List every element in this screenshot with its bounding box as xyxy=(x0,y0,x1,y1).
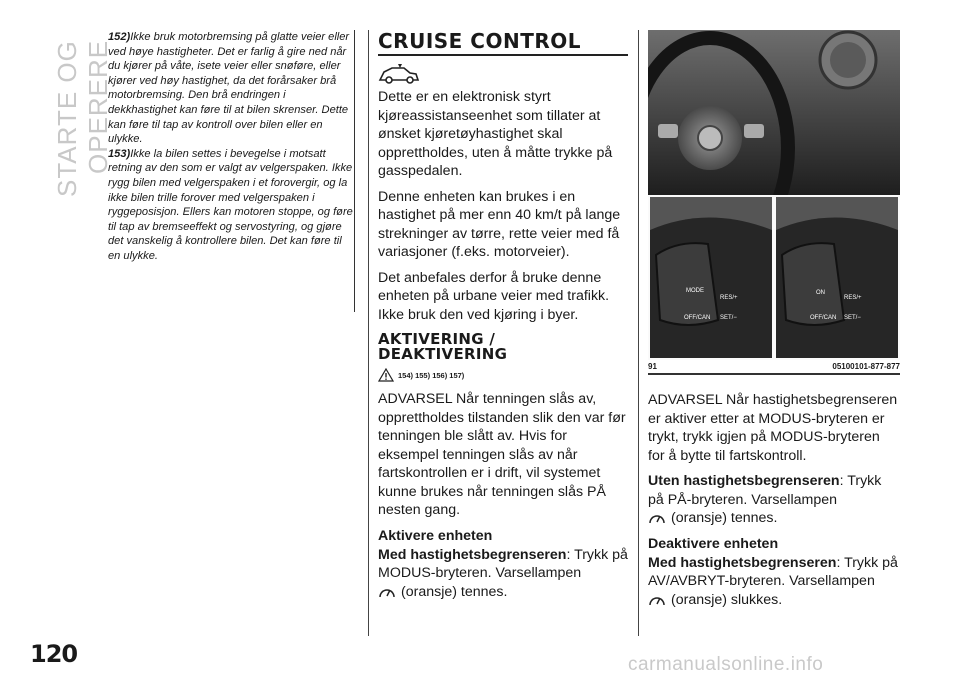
title-rule xyxy=(378,54,628,56)
wheel-button-set: SET/− xyxy=(720,315,737,321)
figure-column xyxy=(648,30,900,640)
speedometer-lamp-icon xyxy=(648,511,666,525)
activate-mode-label: Med hastighetsbegrenseren xyxy=(378,546,567,563)
speedometer-lamp-icon xyxy=(648,593,666,607)
side-section-title: STARTE OG OPERERE xyxy=(52,40,113,197)
activate-paragraph xyxy=(378,546,628,583)
cruise-control-column xyxy=(378,30,628,640)
lamp-status-text: (oransje) tennes. xyxy=(401,583,508,600)
intro-paragraph: Dette er en elektronisk styrt kjøreassistanseenhet som tillater at ønsket kjøretøyhastighet skal opprettholdes, uten å måtte trykke på gasspedalen. xyxy=(378,89,613,179)
wheel-button-res-right: RES/+ xyxy=(844,295,862,301)
lamp-line xyxy=(378,583,628,602)
figure-code: 05100101-877-877 xyxy=(832,362,900,371)
without-limiter-paragraph xyxy=(648,472,900,509)
wheel-button-offcan: OFF/CAN xyxy=(684,315,711,321)
watermark: carmanualsonline.info xyxy=(628,654,824,675)
wheel-button-set-right: SET/− xyxy=(844,315,861,321)
warning-references xyxy=(378,368,628,382)
section-title: CRUISE CONTROL xyxy=(378,29,581,53)
note-153-text: Ikke la bilen settes i bevegelse i motsatt retning av den som er valgt av velgerspaken. Ikke rygg bilen med velgerspaken i et forovergir, og la ikke bilen trille forover med velgerspaken i ryggeposisjon. Ellers kan motoren stoppe, og føre til tap av bremseeffekt og servostyring, og gjøre det vanskelig å kontrollere bilen. Det kan føre til en ulykke. xyxy=(108,147,353,262)
warning-ref-numbers: 154) 155) 156) 157) xyxy=(398,370,465,380)
deactivate-instruction: : Trykk på AV/AVBRYT-bryteren. Varsellampen xyxy=(648,554,898,589)
lamp-status-text: (oransje) tennes. xyxy=(671,510,778,526)
ignition-warning-paragraph: ADVARSEL Når tenningen slås av, opprettholdes tilstanden slik den var før tenningen ble slått av. Hvis for eksempel tenningen slås av når fartskontrollen er i drift, vil systemet kunne brukes når tenningen slås PÅ nesten gang. xyxy=(378,391,626,518)
lamp-status-text: (oransje) slukkes. xyxy=(671,591,783,608)
without-limiter-instruction: : Trykk på PÅ-bryteren. Varsellampen xyxy=(648,473,882,508)
wheel-button-on: ON xyxy=(816,290,825,296)
mode-switch-warning-paragraph: ADVARSEL Når hastighetsbegrenseren er aktiver etter at MODUS-bryteren er trykt, trykk igjen på MODUS-bryteren for å bytte til fartskontroll. xyxy=(648,392,898,464)
usage-paragraph: Denne enheten kan brukes i en hastighet på mer enn 40 km/t på lange strekninger av tørre, rette veier med få variasjoner (f.eks. motorveier). xyxy=(378,188,621,260)
warning-triangle-icon xyxy=(378,368,394,382)
figure-caption xyxy=(648,362,900,375)
figure-number: 91 xyxy=(648,362,657,371)
column-divider xyxy=(368,30,369,636)
note-152-ref: 152) xyxy=(108,31,131,43)
steering-wheel-photo xyxy=(648,30,900,360)
steering-wheel-illustration xyxy=(648,30,900,360)
subsection-title: AKTIVERING / DEAKTIVERING xyxy=(378,330,508,363)
note-153-ref: 153) xyxy=(108,147,131,160)
deactivate-heading: Deaktivere enheten xyxy=(648,535,779,552)
note-153 xyxy=(108,147,354,264)
lamp-line xyxy=(648,509,900,528)
note-152 xyxy=(108,30,354,147)
page-number: 120 xyxy=(30,640,78,668)
warning-notes-column xyxy=(108,30,355,312)
speedometer-lamp-icon xyxy=(378,585,396,599)
recommendation-paragraph: Det anbefales derfor å bruke denne enheten på urbane veier med trafikk. Ikke bruk den ved kjøring i byer. xyxy=(378,269,610,323)
lamp-line xyxy=(648,591,900,610)
wheel-button-mode: MODE xyxy=(686,288,704,294)
without-limiter-label: Uten hastighetsbegrenseren xyxy=(648,473,840,489)
note-152-text: Ikke bruk motorbremsing på glatte veier eller ved høye hastigheter. Det er farlig å gire ned når du kjører på våte, isete veier eller snøføre, eller kjører ved høy hastighet, da det forårsaker brå motorbremsing. Den brå endringen i dekkhastighet kan føre til at bilen skrenser. Dette kan føre til tap av kontroll over bilen eller en ulykke. xyxy=(108,31,350,146)
activate-heading: Aktivere enheten xyxy=(378,527,493,544)
wheel-button-res: RES/+ xyxy=(720,295,738,301)
column-divider xyxy=(638,30,639,636)
wheel-button-offcan-right: OFF/CAN xyxy=(810,315,837,321)
cruise-control-car-icon xyxy=(378,62,422,84)
deactivate-paragraph xyxy=(648,554,900,591)
activate-instruction: : Trykk på MODUS-bryteren. Varsellampen xyxy=(378,546,628,581)
deactivate-mode-label: Med hastighetsbegrenseren xyxy=(648,554,837,571)
